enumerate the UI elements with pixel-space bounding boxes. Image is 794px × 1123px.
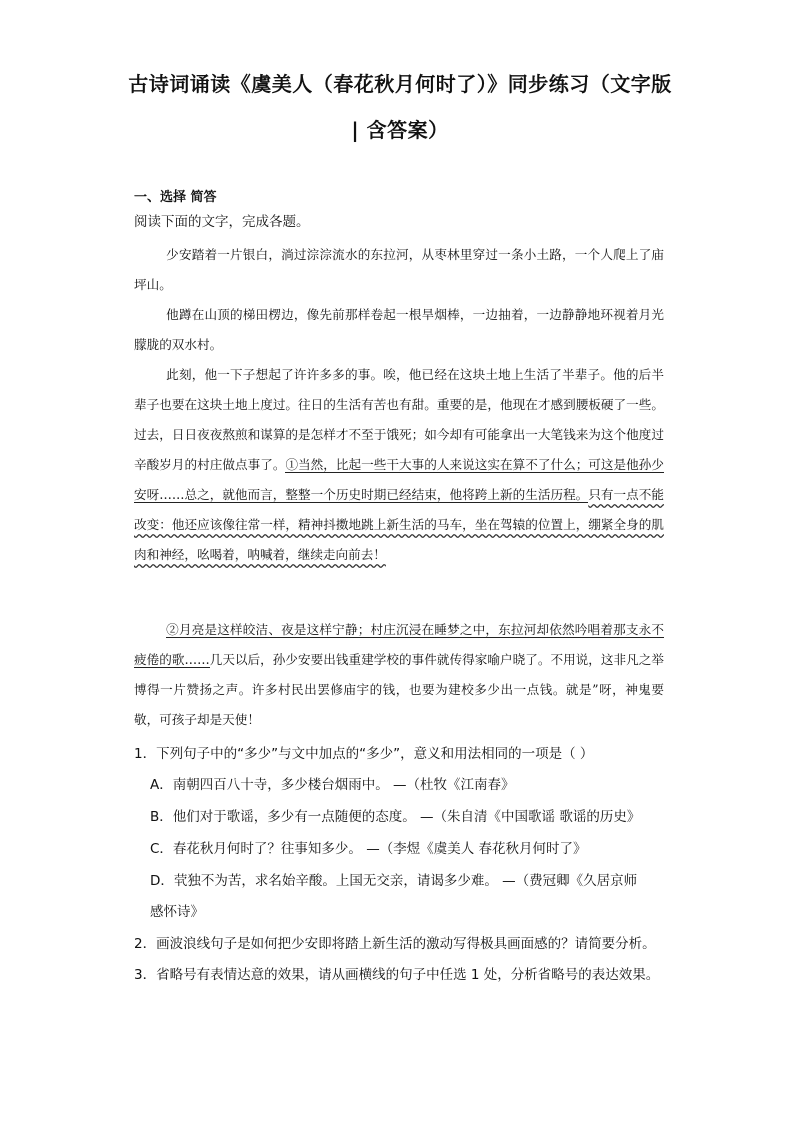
reading-instruction: 阅读下面的文字，完成各题。: [134, 214, 310, 230]
passage-p4-text: 几天以后，孙少安要出钱重建学校的事件就传得家喻户晓了。不用说，这非凡之举博得一片赞扬之声。许多村民出罢修庙宇的钱，也要为建校多少出一点钱。就是”呀，神鬼要敬，可孩子却是天使！: [134, 652, 665, 727]
question-2: 2．画波浪线句子是如何把少安即将踏上新生活的激动写得极具画面感的？请简要分析。: [134, 936, 656, 952]
passage-paragraph-1: [134, 240, 664, 300]
passage-paragraph-4: [134, 615, 664, 735]
underlined-sentence-1: ①当然，比起一些干大事的人来说这实在算不了什么；可这是他孙少安呀……总之，就他而言，整整一个历史时期已经结束，他将跨上新的生活历程。: [134, 457, 665, 502]
wavy-underlined-sentence: 只有一点不能改变：他还应该像往常一样，精神抖擞地跳上新生活的马车，坐在驾辕的位置上，绷紧全身的肌肉和神经，吆喝着，呐喊着，继续走向前去！: [134, 487, 665, 562]
passage-paragraph-3: [134, 360, 664, 570]
passage-p1-text: 少安踏着一片银白，淌过淙淙流水的东拉河，从枣林里穿过一条小土路，一个人爬上了庙坪山。: [134, 247, 664, 292]
passage-p3-text: 此刻，他一下子想起了许许多多的事。唉，他已经在这块土地上生活了半辈子。他的后半辈子也要在这块土地上度过。往日的生活有苦也有甜。重要的是，他现在才感到腰板硬了一些。过去，日日夜夜熬煎和谋算的是怎样才不至于饿死；如今却有可能拿出一大笔钱来为这个他度过辛酸岁月的村庄做点事了。: [134, 367, 664, 472]
question-1-option-a: A．南朝四百八十寺，多少楼台烟雨中。 —（杜牧《江南春》: [150, 777, 515, 793]
question-1-option-d-continued: 感怀诗》: [150, 904, 204, 920]
underlined-sentence-2: ②月亮是这样皎洁、夜是这样宁静；村庄沉浸在睡梦之中，东拉河却依然吟唱着那支永不疲倦的歌……: [134, 622, 664, 667]
question-1: 1．下列句子中的“多少”与文中加点的“多少”，意义和用法相同的一项是（ ）: [134, 746, 594, 762]
question-1-option-c: C．春花秋月何时了？往事知多少。 —（李煜《虞美人 春花秋月何时了》: [150, 841, 587, 857]
section-heading: 一、选择 简答: [134, 190, 217, 205]
document-title-line2: | 含答案）: [351, 118, 449, 142]
document-title-line1: 古诗词诵读《虞美人（春花秋月何时了）》同步练习（文字版: [128, 72, 672, 96]
passage-p2-text: 他蹲在山顶的梯田楞边，像先前那样卷起一根旱烟棒，一边抽着，一边静静地环视着月光朦胧的双水村。: [134, 307, 664, 352]
question-3: 3．省略号有表情达意的效果，请从画横线的句子中任选 1 处，分析省略号的表达效果。: [134, 967, 660, 983]
question-1-option-b: B．他们对于歌谣，多少有一点随便的态度。 —（朱自清《中国歌谣 歌谣的历史》: [150, 809, 641, 825]
passage-paragraph-2: [134, 300, 664, 360]
question-1-option-d: D．茕独不为苦，求名始辛酸。上国无交亲，请谒多少难。 —（费冠卿《久居京师: [150, 873, 638, 889]
